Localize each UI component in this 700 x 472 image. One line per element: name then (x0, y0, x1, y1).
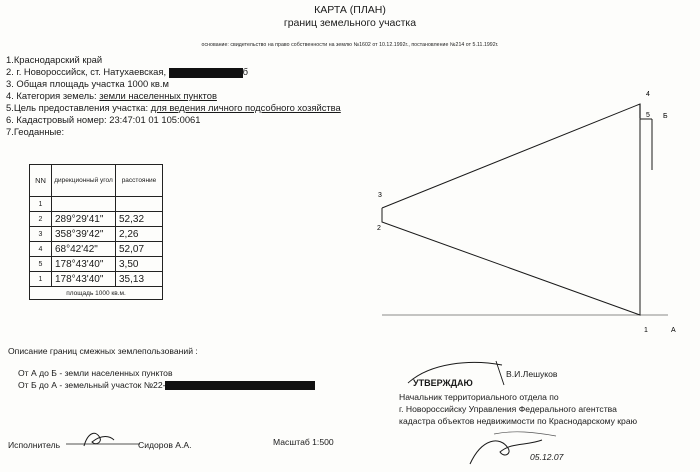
point-label-3: 3 (378, 192, 382, 199)
executor-label: Исполнитель (8, 440, 61, 450)
cell-angle: 178°43'40" (52, 272, 116, 287)
info-category-value: земли населенных пунктов (99, 90, 217, 101)
col-header-nn: NN (30, 165, 52, 197)
info-geodata: 7.Геоданные: (6, 126, 65, 137)
cell-nn: 1 (30, 197, 52, 212)
approval-line-1: Начальник территориального отдела по (399, 392, 559, 402)
point-label-b: Б (663, 113, 668, 120)
cell-angle: 178°43'40" (52, 257, 116, 272)
cell-nn: 1 (30, 272, 52, 287)
map-subtitle: границ земельного участка (283, 17, 417, 29)
approval-date: 05.12.07 (530, 452, 564, 462)
point-label-2: 2 (377, 225, 381, 232)
col-header-angle: дирекционный угол (52, 165, 116, 197)
map-title: КАРТА (ПЛАН) (314, 4, 386, 16)
approval-title: УТВЕРЖДАЮ (413, 378, 473, 388)
info-area: 3. Общая площадь участка 1000 кв.м (6, 78, 169, 89)
info-category-label: 4. Категория земель: (6, 90, 97, 101)
description-title: Описание границ смежных землепользований : (8, 346, 198, 356)
cell-distance: 35,13 (116, 272, 163, 287)
cell-distance: 52,32 (116, 212, 163, 227)
info-cadastral: 6. Кадастровый номер: 23:47:01 01 105:0061 (6, 114, 201, 125)
basis-line: основание: свидетельство на право собственности на землю №1602 от 10.12.1992г., постановление №214 от 5.11.1992г. (201, 42, 499, 48)
cell-angle: 68°42'42" (52, 242, 116, 257)
cell-nn: 4 (30, 242, 52, 257)
redaction-neighbor (165, 381, 315, 390)
cell-nn: 3 (30, 227, 52, 242)
col-header-distance: расстояние (116, 165, 163, 197)
point-label-5: 5 (646, 112, 650, 119)
point-label-4: 4 (646, 91, 650, 98)
cell-distance: 2,26 (116, 227, 163, 242)
cell-nn: 2 (30, 212, 52, 227)
info-purpose-label: 5.Цель предоставления участка: (6, 102, 149, 113)
point-label-a: А (671, 327, 676, 334)
approval-line-3: кадастра объектов недвижимости по Краснодарскому краю (399, 416, 638, 426)
info-purpose-value: для ведения личного подсобного хозяйства (150, 102, 341, 113)
cell-nn: 5 (30, 257, 52, 272)
boundary-line (382, 104, 640, 315)
cell-angle: 358°39'42" (52, 227, 116, 242)
description-line-2-text: От Б до А - земельный участок №22- (18, 380, 166, 390)
approval-signature (464, 428, 564, 470)
approval-name: В.И.Лешуков (506, 369, 558, 379)
executor-signature (66, 428, 142, 452)
scale: Масштаб 1:500 (273, 437, 334, 447)
cell-distance: 52,07 (116, 242, 163, 257)
info-address-text: 2. г. Новороссийск, ст. Натухаевская, (6, 66, 167, 77)
approval-line-2: г. Новороссийску Управления Федерального агентства (399, 404, 617, 414)
info-region: 1.Краснодарский край (6, 54, 103, 65)
point-label-1: 1 (644, 327, 648, 334)
approval-stamp-lines (400, 355, 570, 395)
executor-name: Сидоров А.А. (138, 440, 192, 450)
description-line-2 (18, 380, 315, 390)
info-address-suffix: б (242, 66, 249, 77)
cell-angle: 289°29'41" (52, 212, 116, 227)
area-total: площадь 1000 кв.м. (30, 287, 163, 300)
description-line-1: От А до Б - земли населенных пунктов (18, 368, 173, 378)
cell-distance: 3,50 (116, 257, 163, 272)
